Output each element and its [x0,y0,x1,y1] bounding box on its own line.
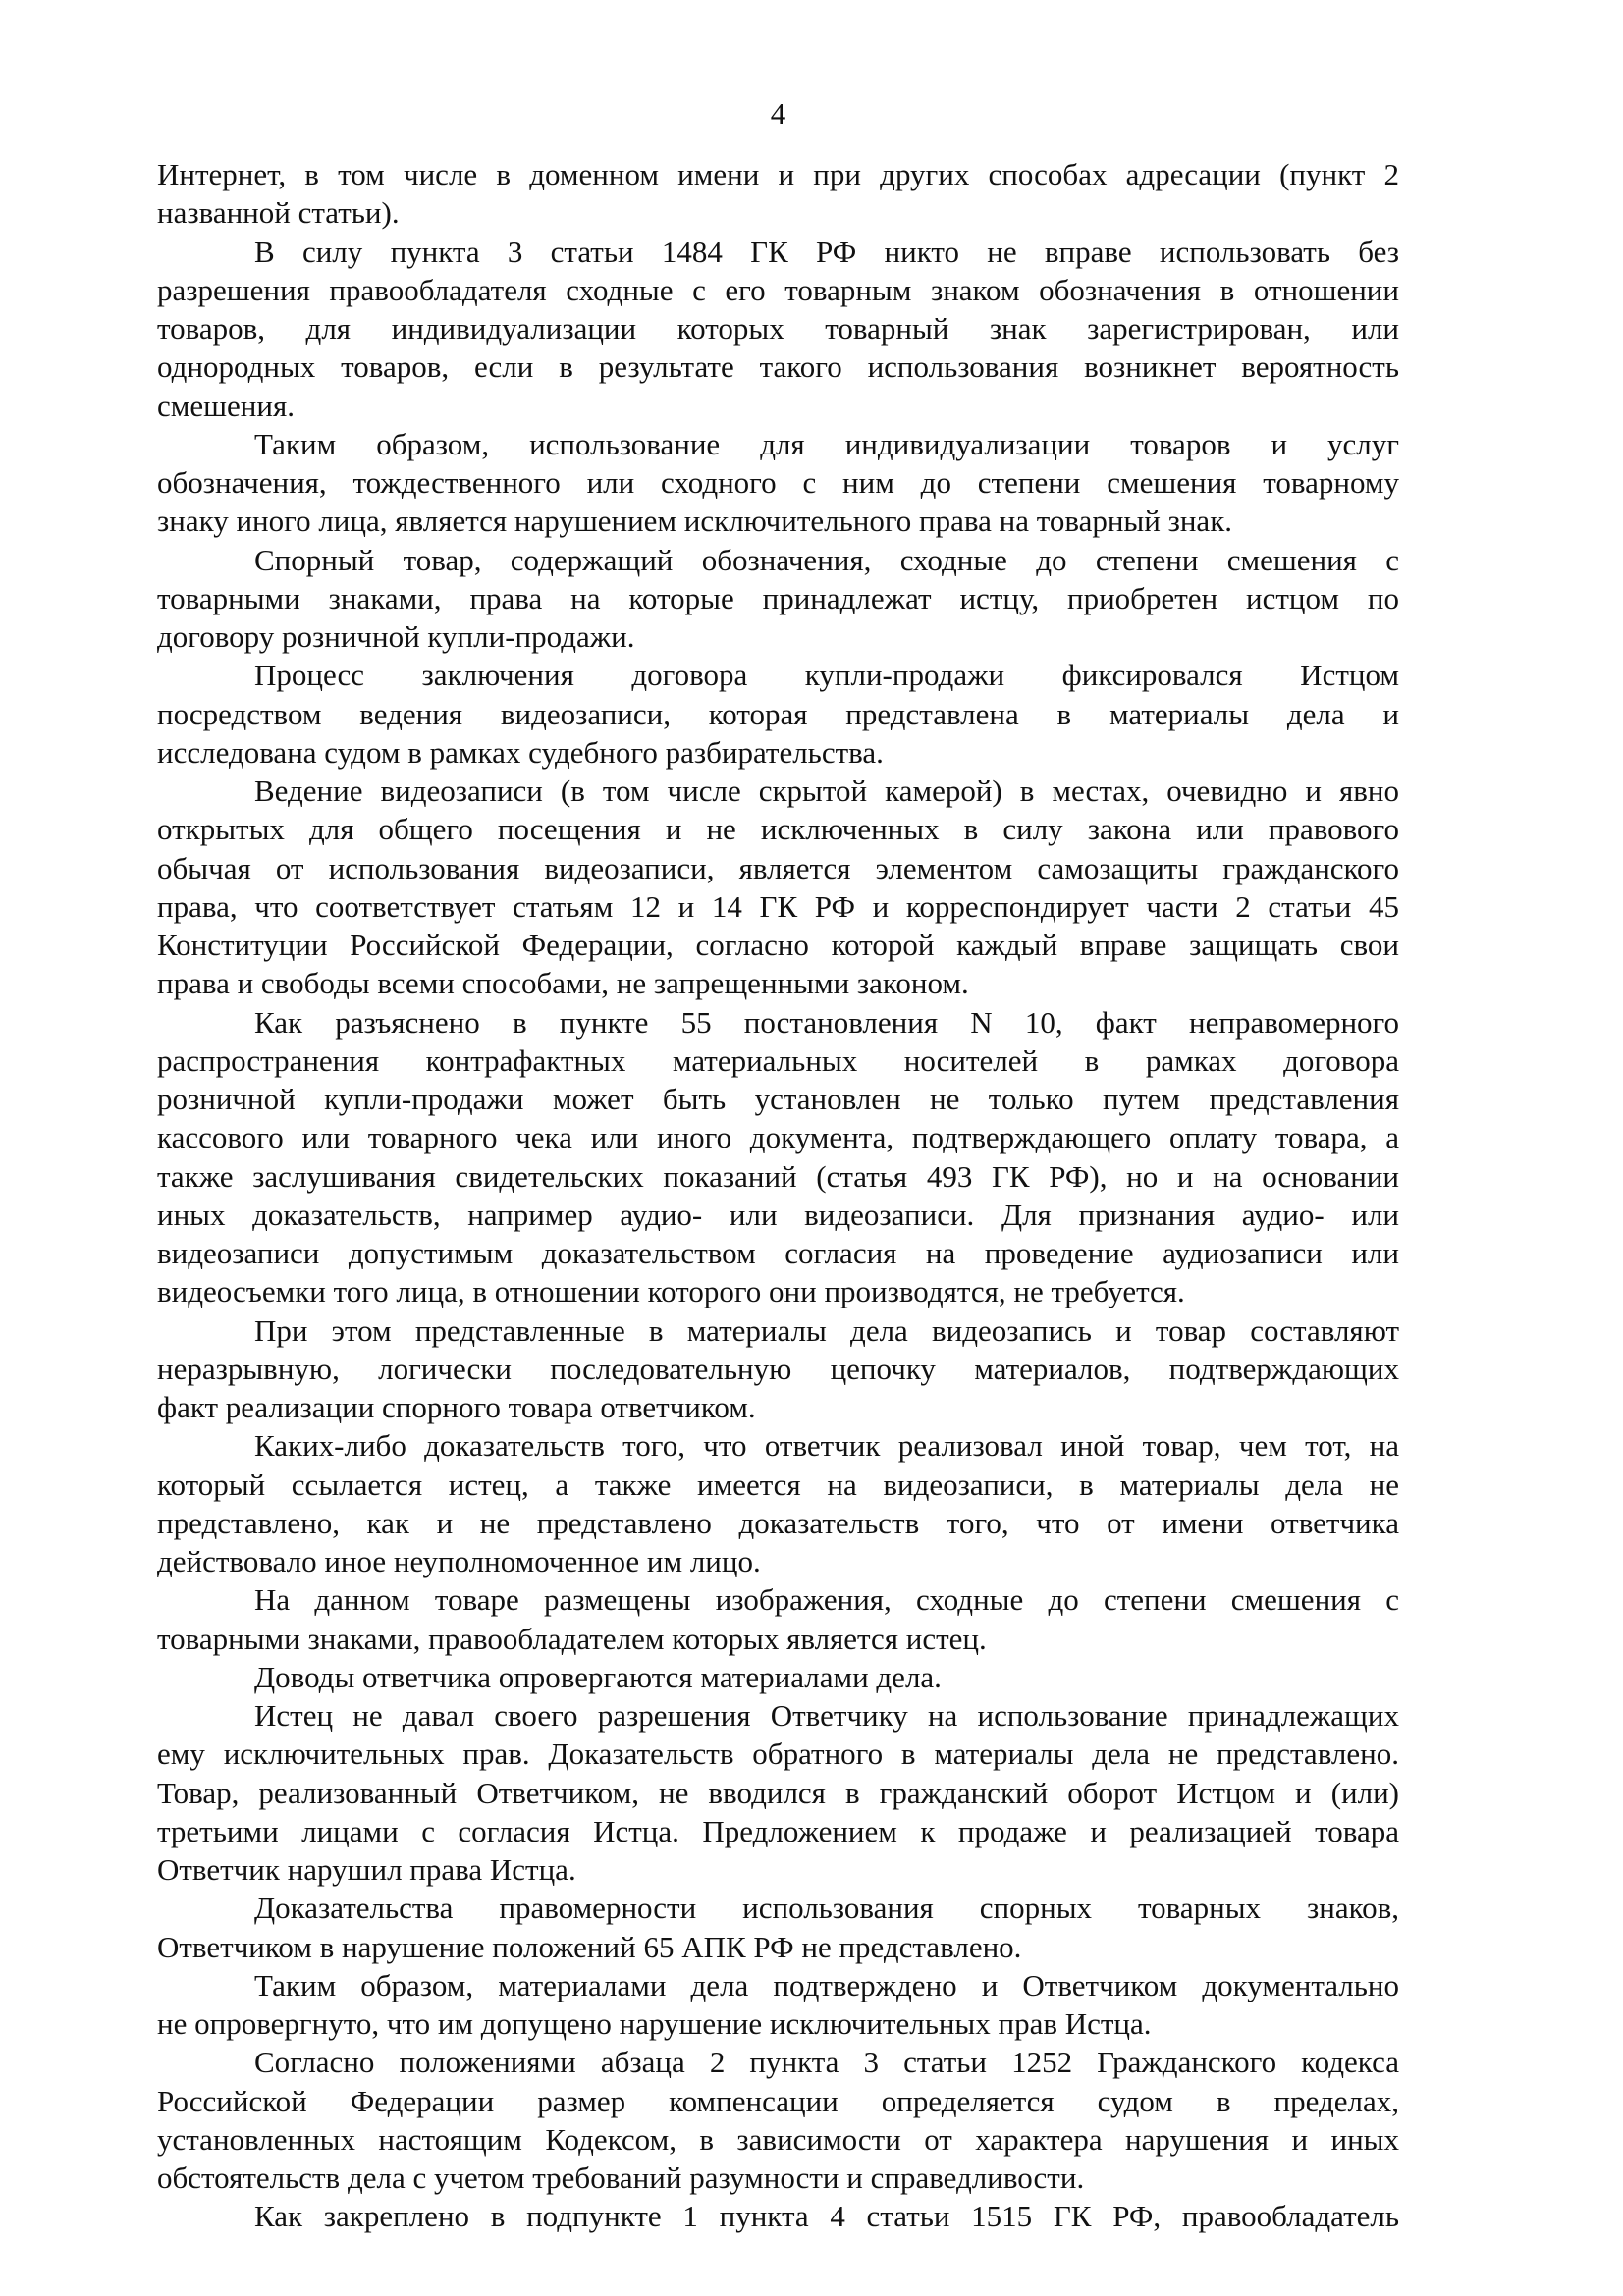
text-line: При этом представленные в материалы дела видеозапись и товар составляют [254,1312,1399,1348]
text-line: установленных настоящим Кодексом, в зависимости от характера нарушения и иных [157,2121,1399,2157]
text-line: Таким образом, использование для индивидуализации товаров и услуг [254,426,1399,461]
text-line: видеосъемки того лица, в отношении которого они производятся, не требуется. [157,1274,1185,1309]
text-line: иных доказательств, например аудио- или видеозаписи. Для признания аудио- или [157,1197,1399,1232]
text-line: Доказательства правомерности использования спорных товарных знаков, [254,1891,1399,1926]
paragraph [157,1696,1399,1889]
text-line: права, что соответствует статьям 12 и 14 ГК РФ и корреспондирует части 2 статьи 45 [157,888,1399,924]
text-line: однородных товаров, если в результате такого использования возникнет вероятность [157,349,1399,385]
text-line: ему исключительных прав. Доказательств обратного в материалы дела не представлено. [157,1736,1399,1772]
text-line: видеозаписи допустимым доказательством согласия на проведение аудиозаписи или [157,1236,1399,1270]
text-line: Спорный товар, содержащий обозначения, сходные до степени смешения с [254,542,1399,577]
text-line: розничной купли-продажи может быть установлен не только путем представления [157,1082,1399,1116]
text-line: товарными знаками, правообладателем которых является истец. [157,1621,987,1656]
text-line: обозначения, тождественного или сходного с ним до степени смешения товарному [157,465,1399,500]
paragraph [157,233,1399,425]
text-line: Конституции Российской Федерации, согласно которой каждый вправе защищать свои [157,928,1399,962]
text-line: посредством ведения видеозаписи, которая представлена в материалы дела и [157,696,1399,731]
text-line: Российской Федерации размер компенсации определяется судом в пределах, [157,2083,1399,2118]
paragraph [157,1003,1399,1311]
text-line: Как закреплено в подпункте 1 пункта 4 статьи 1515 ГК РФ, правообладатель [254,2199,1399,2234]
page-number: 4 [770,96,786,131]
text-line: представлено, как и не представлено доказательств того, что от имени ответчика [157,1505,1399,1540]
paragraph [157,1658,1399,1696]
text-line: Ответчиком в нарушение положений 65 АПК РФ не представлено. [157,1929,1022,1964]
text-line: Товар, реализованный Ответчиком, не вводился в гражданский оборот Истцом и (или) [157,1775,1399,1810]
paragraph [157,1966,1399,2044]
text-line: Истец не давал своего разрешения Ответчику на использование принадлежащих [254,1698,1399,1733]
text-line: исследована судом в рамках судебного разбирательства. [157,734,884,770]
text-line: также заслушивания свидетельских показаний (статья 493 ГК РФ), но и на основании [157,1158,1399,1194]
paragraph [157,155,1399,233]
paragraph [157,1426,1399,1580]
text-line: Ответчик нарушил права Истца. [157,1852,576,1887]
text-line: Согласно положениями абзаца 2 пункта 3 статьи 1252 Гражданского кодекса [254,2045,1399,2080]
text-line: Таким образом, материалами дела подтверждено и Ответчиком документально [254,1967,1399,2002]
text-line: названной статьи). [157,195,400,231]
paragraph [157,425,1399,541]
text-line: смешения. [157,388,295,423]
document-body [157,155,1399,2236]
text-line: факт реализации спорного товара ответчиком. [157,1390,756,1424]
text-line: На данном товаре размещены изображения, сходные до степени смешения с [254,1582,1399,1618]
text-line: договору розничной купли-продажи. [157,619,635,654]
text-line: обстоятельств дела с учетом требований разумности и справедливости. [157,2161,1085,2195]
text-line: товарными знаками, права на которые принадлежат истцу, приобретен истцом по [157,580,1399,615]
text-line: В силу пункта 3 статьи 1484 ГК РФ никто не вправе использовать без [254,234,1399,269]
text-line: неразрывную, логически последовательную цепочку материалов, подтверждающих [157,1351,1399,1386]
paragraph [157,656,1399,772]
text-line: Интернет, в том числе в доменном имени и при других способах адресации (пункт 2 [157,157,1399,191]
text-line: действовало иное неуполномоченное им лицо. [157,1544,761,1578]
text-line: Процесс заключения договора купли-продажи фиксировался Истцом [254,658,1399,693]
text-line: права и свободы всеми способами, не запрещенными законом. [157,966,969,1001]
text-line: распространения контрафактных материальных носителей в рамках договора [157,1042,1399,1078]
text-line: Ведение видеозаписи (в том числе скрытой камерой) в местах, очевидно и явно [254,774,1399,808]
text-line: кассового или товарного чека или иного документа, подтверждающего оплату товара, а [157,1120,1399,1155]
text-line: который ссылается истец, а также имеется на видеозаписи, в материалы дела не [157,1467,1399,1502]
text-line: Каких-либо доказательств того, что ответчик реализовал иной товар, чем тот, на [254,1428,1399,1464]
paragraph [157,541,1399,657]
paragraph [157,1580,1399,1658]
paragraph [157,2197,1399,2235]
paragraph [157,2043,1399,2197]
text-line: знаку иного лица, является нарушением исключительного права на товарный знак. [157,504,1233,539]
text-line: открытых для общего посещения и не исключенных в силу закона или правового [157,812,1399,847]
text-line: Как разъяснено в пункте 55 постановления N 10, факт неправомерного [254,1004,1399,1040]
text-line: товаров, для индивидуализации которых товарный знак зарегистрирован, или [157,311,1399,346]
text-line: не опровергнуто, что им допущено нарушение исключительных прав Истца. [157,2006,1152,2041]
text-line: разрешения правообладателя сходные с его товарным знаком обозначения в отношении [157,272,1399,307]
text-line: обычая от использования видеозаписи, является элементом самозащиты гражданского [157,850,1399,885]
text-line: третьими лицами с согласия Истца. Предложением к продаже и реализацией товара [157,1813,1399,1848]
text-line: Доводы ответчика опровергаются материалами дела. [254,1659,942,1694]
paragraph [157,1311,1399,1427]
paragraph [157,772,1399,1003]
paragraph [157,1889,1399,1966]
